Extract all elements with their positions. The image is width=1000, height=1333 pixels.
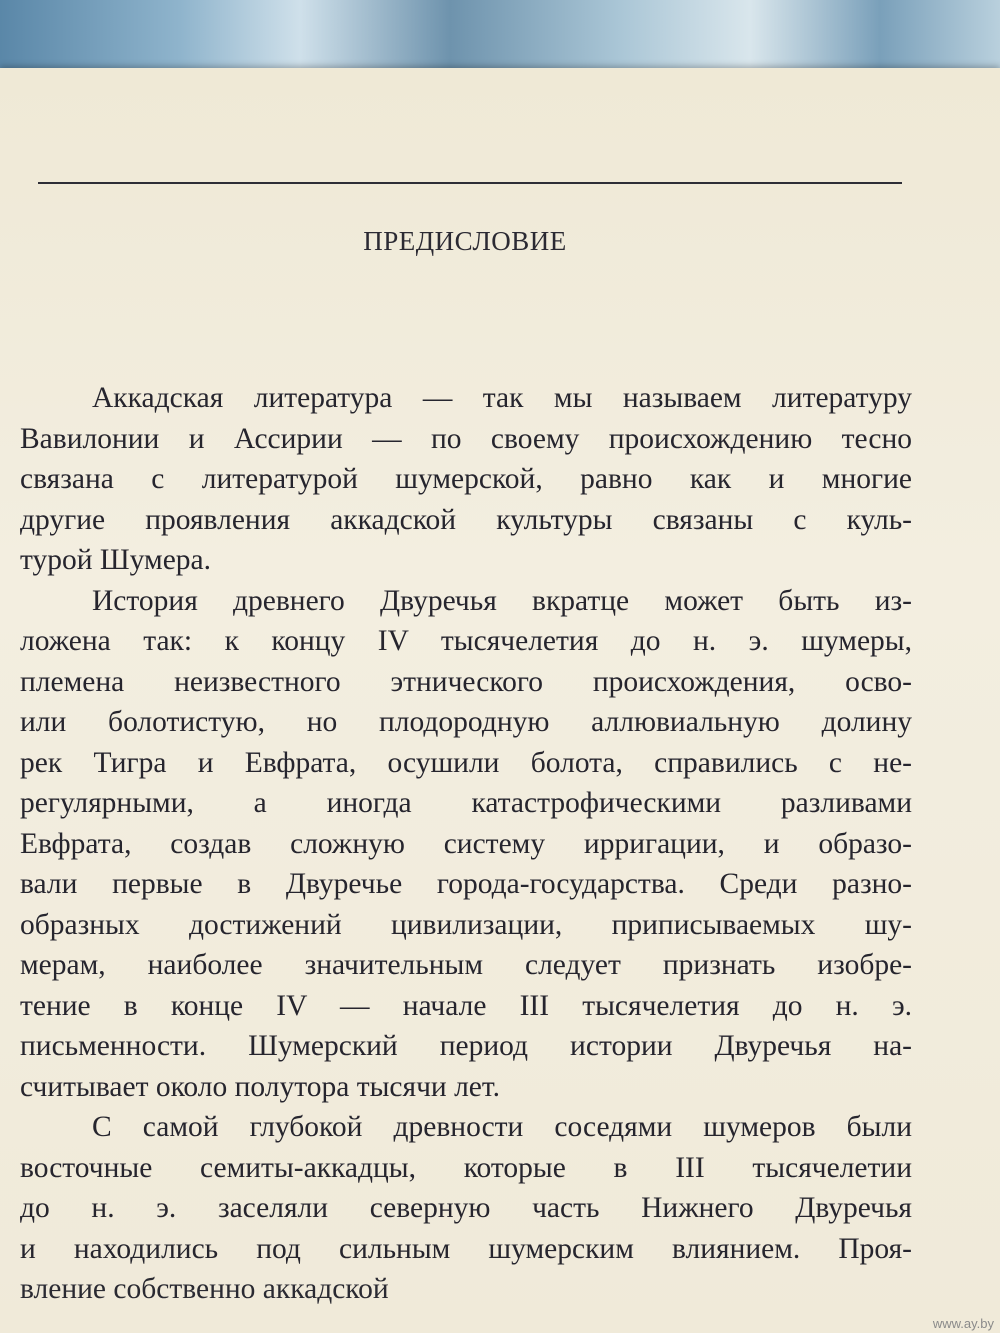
text-line: регулярными, а иногда катастрофическими разливами: [20, 787, 912, 819]
text-line: ложена так: к концу IV тысячелетия до н. э. шумеры,: [20, 625, 912, 657]
text-line: История древнего Двуречья вкратце может быть из-: [92, 584, 912, 617]
text-line: Вавилонии и Ассирии — по своему происхождению тесно: [20, 422, 912, 455]
text-line: другие проявления аккадской культуры связаны с куль-: [20, 503, 912, 536]
text-line: тение в конце IV — начале III тысячелетия до н. э.: [20, 989, 912, 1022]
text-line: до н. э. заселяли северную часть Нижнего Двуречья: [20, 1192, 912, 1224]
text-line: С самой глубокой древности соседями шумеров были: [92, 1111, 912, 1143]
text-line: племена неизвестного этнического происхождения, осво-: [20, 665, 912, 698]
text-line: письменности. Шумерский период истории Двуречья на-: [20, 1030, 912, 1062]
text-line: Евфрата, создав сложную систему ирригации, и образо-: [20, 827, 912, 860]
site-watermark: www.ay.by: [932, 1316, 994, 1331]
text-line: вали первые в Двуречье города-государства. Среди разно-: [20, 868, 912, 900]
body-text: [20, 378, 912, 1310]
text-line: и находились под сильным шумерским влиянием. Проя-: [20, 1232, 912, 1265]
page-title: ПРЕДИСЛОВИЕ: [363, 226, 567, 256]
text-line: связана с литературой шумерской, равно как и многие: [20, 463, 912, 495]
text-line: Аккадская литература — так мы называем литературу: [92, 382, 912, 414]
text-line: или болотистую, но плодородную аллювиальную долину: [20, 706, 912, 738]
text-line: считывает около полутора тысячи лет.: [20, 1070, 500, 1103]
text-line: турой Шумера.: [20, 544, 212, 576]
text-line: образных достижений цивилизации, приписываемых шу-: [20, 908, 912, 941]
text-line: мерам, наиболее значительным следует признать изобре-: [20, 949, 912, 981]
text-line: восточные семиты-аккадцы, которые в III тысячелетии: [20, 1151, 912, 1184]
header-rule: [38, 182, 902, 184]
text-line: рек Тигра и Евфрата, осушили болота, справились с не-: [20, 746, 912, 779]
text-line-partial: вление собственно аккадской: [20, 1273, 389, 1305]
